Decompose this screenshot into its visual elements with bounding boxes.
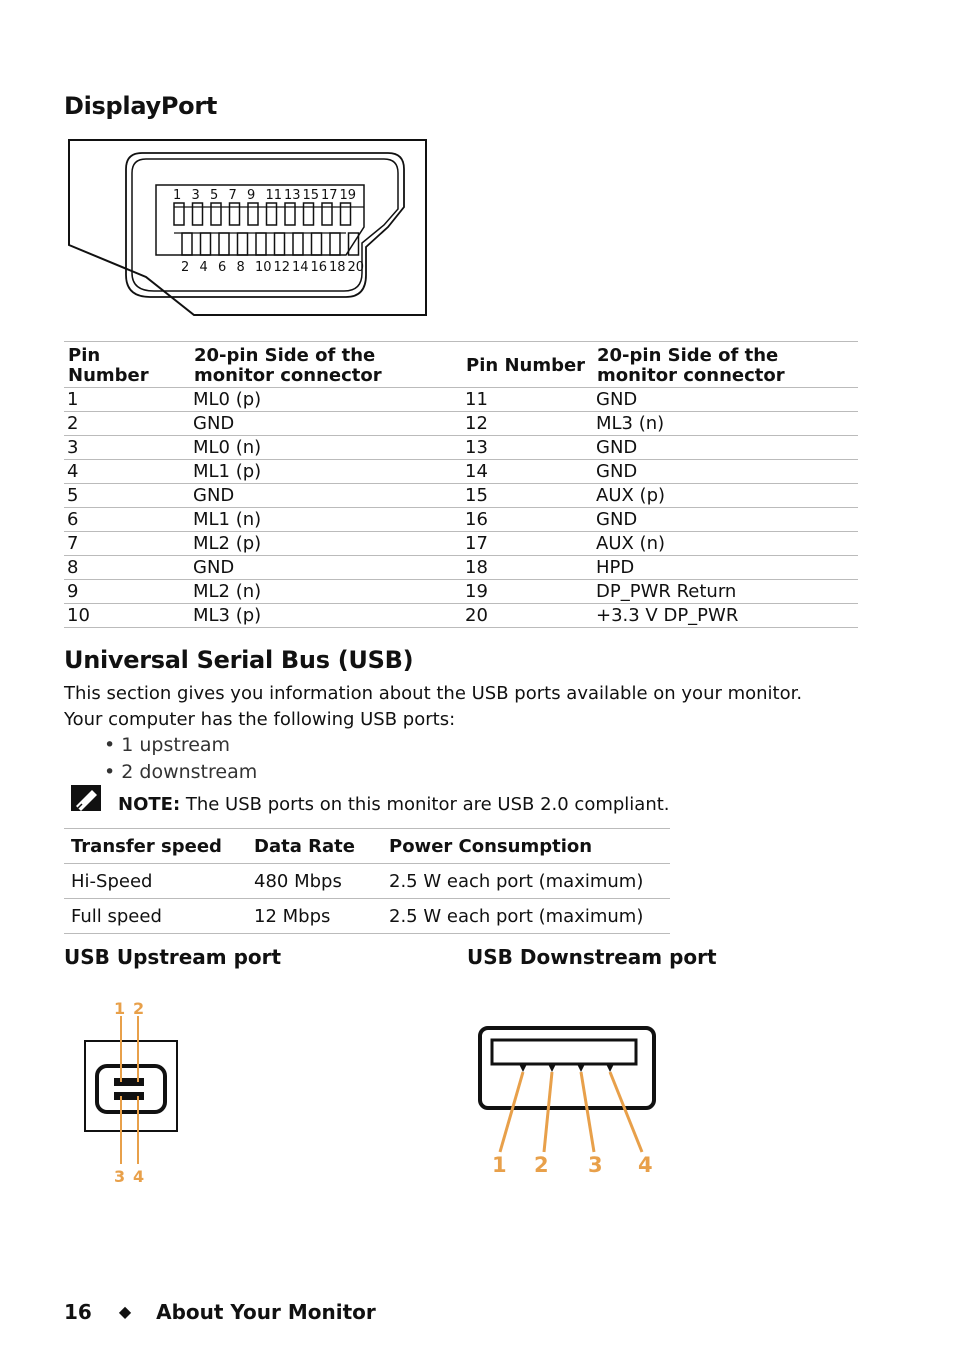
pin-number-cell: 11: [462, 388, 593, 412]
dp-pin-label: 13: [284, 188, 301, 203]
displayport-pin-table: [64, 341, 858, 628]
transfer-speed-cell: Full speed: [64, 899, 247, 934]
bullet-upstream: • 1 upstream: [104, 734, 231, 756]
dp-pin: [230, 203, 240, 225]
table-row: [64, 556, 858, 580]
dp-pin: [275, 233, 285, 255]
displayport-title: DisplayPort: [64, 92, 218, 120]
note-label: NOTE:: [118, 794, 181, 815]
usb-downstream-port-diagram: [476, 1024, 662, 1180]
signal-cell: GND: [190, 484, 462, 508]
signal-cell: GND: [593, 388, 858, 412]
transfer-speed-cell: Hi-Speed: [64, 864, 247, 899]
pin-number-cell: 1: [64, 388, 190, 412]
signal-header: 20-pin Side of the monitor connector: [190, 342, 462, 388]
dp-pin-label: 17: [321, 188, 338, 203]
dp-pin-label: 7: [228, 188, 237, 203]
usb-title: Universal Serial Bus (USB): [64, 646, 414, 674]
dp-pin-label: 1: [173, 188, 182, 203]
usb-note: [118, 792, 670, 818]
pin-number-header: Pin Number: [64, 342, 190, 388]
pin-number-cell: 6: [64, 508, 190, 532]
dp-pin: [248, 203, 258, 225]
bullet-downstream: • 2 downstream: [104, 761, 258, 783]
footer-section-title: About Your Monitor: [156, 1300, 376, 1324]
transfer-speed-header: Transfer speed: [64, 829, 247, 864]
table-row: [64, 436, 858, 460]
downstream-pin-3-label: 3: [588, 1153, 603, 1177]
table-row: [64, 899, 670, 934]
data-rate-cell: 480 Mbps: [247, 864, 382, 899]
pin-number-cell: 17: [462, 532, 593, 556]
dp-pin: [330, 233, 340, 255]
upstream-pin-1-label: 1: [114, 999, 126, 1018]
dp-pin: [312, 233, 322, 255]
table-row: [64, 508, 858, 532]
displayport-connector-diagram: [66, 137, 430, 319]
power-consumption-cell: 2.5 W each port (maximum): [382, 899, 670, 934]
dp-pin: [211, 203, 221, 225]
dp-pin-label: 5: [210, 188, 219, 203]
pin-number-cell: 5: [64, 484, 190, 508]
signal-cell: GND: [190, 412, 462, 436]
power-consumption-cell: 2.5 W each port (maximum): [382, 864, 670, 899]
pin-number-cell: 12: [462, 412, 593, 436]
dp-pin: [238, 233, 248, 255]
pin-number-cell: 19: [462, 580, 593, 604]
signal-cell: DP_PWR Return: [593, 580, 858, 604]
table-row: [64, 388, 858, 412]
dp-pin-label: 14: [292, 260, 309, 275]
table-row: [64, 460, 858, 484]
downstream-pin-4-label: 4: [638, 1153, 653, 1177]
dp-pin-label: 19: [339, 188, 357, 203]
pin-number-cell: 13: [462, 436, 593, 460]
signal-header: 20-pin Side of the monitor connector: [593, 342, 858, 388]
dp-pin-label: 4: [199, 260, 208, 275]
note-pencil-icon: [70, 784, 104, 814]
dp-pin-label: 8: [236, 260, 245, 275]
signal-cell: ML1 (n): [190, 508, 462, 532]
dp-pin: [201, 233, 211, 255]
page-footer: [64, 1300, 376, 1324]
usb-intro-line-2: Your computer has the following USB ports:: [64, 709, 456, 730]
dp-pin-label: 12: [273, 260, 291, 275]
signal-cell: ML3 (p): [190, 604, 462, 628]
page-number: 16: [64, 1300, 92, 1324]
signal-cell: HPD: [593, 556, 858, 580]
signal-cell: ML0 (n): [190, 436, 462, 460]
signal-cell: GND: [593, 508, 858, 532]
dp-pin: [341, 203, 351, 225]
dp-pin-label: 3: [191, 188, 200, 203]
signal-cell: AUX (n): [593, 532, 858, 556]
usb-speed-table: [64, 828, 670, 934]
signal-cell: ML1 (p): [190, 460, 462, 484]
signal-cell: GND: [593, 436, 858, 460]
dp-pin: [219, 233, 229, 255]
power-consumption-header: Power Consumption: [382, 829, 670, 864]
dp-pin-label: 10: [255, 260, 272, 275]
pin-number-cell: 7: [64, 532, 190, 556]
usb-downstream-title: USB Downstream port: [467, 945, 717, 969]
signal-cell: ML3 (n): [593, 412, 858, 436]
footer-diamond-icon: ◆: [118, 1302, 132, 1321]
pin-number-cell: 20: [462, 604, 593, 628]
dp-pin-label: 2: [181, 260, 190, 275]
table-row: [64, 580, 858, 604]
pin-number-cell: 15: [462, 484, 593, 508]
table-row: [64, 532, 858, 556]
pin-number-cell: 18: [462, 556, 593, 580]
dp-pin: [304, 203, 314, 225]
dp-pin-label: 11: [265, 188, 283, 203]
bullet-downstream-text: 2 downstream: [121, 761, 258, 783]
pin-number-cell: 9: [64, 580, 190, 604]
dp-pin: [174, 203, 184, 225]
dp-pin: [322, 203, 332, 225]
signal-cell: +3.3 V DP_PWR: [593, 604, 858, 628]
downstream-pin-2-label: 2: [534, 1153, 549, 1177]
note-text: The USB ports on this monitor are USB 2.0 compliant.: [180, 794, 670, 815]
dp-pin: [267, 203, 277, 225]
pin-number-cell: 2: [64, 412, 190, 436]
dp-pin-label: 18: [329, 260, 346, 275]
table-row: [64, 412, 858, 436]
usb-upstream-port-diagram: [80, 996, 184, 1188]
dp-pin-label: 20: [347, 260, 365, 275]
upstream-pin-2-label: 2: [133, 999, 145, 1018]
table-row: [64, 604, 858, 628]
dp-pin: [256, 233, 266, 255]
dp-pin-label: 6: [218, 260, 227, 275]
dp-pin: [182, 233, 192, 255]
bullet-upstream-text: 1 upstream: [121, 734, 231, 756]
signal-cell: ML0 (p): [190, 388, 462, 412]
dp-pin-label: 15: [302, 188, 320, 203]
data-rate-header: Data Rate: [247, 829, 382, 864]
pin-number-cell: 16: [462, 508, 593, 532]
signal-cell: GND: [593, 460, 858, 484]
upstream-pin-3-label: 3: [114, 1167, 126, 1186]
pin-number-header: Pin Number: [462, 342, 593, 388]
signal-cell: ML2 (p): [190, 532, 462, 556]
downstream-pin-1-label: 1: [492, 1153, 507, 1177]
dp-pin: [293, 233, 303, 255]
signal-cell: GND: [190, 556, 462, 580]
pin-number-cell: 8: [64, 556, 190, 580]
table-row: [64, 864, 670, 899]
data-rate-cell: 12 Mbps: [247, 899, 382, 934]
dp-pin: [285, 203, 295, 225]
dp-pin: [193, 203, 203, 225]
usb-intro-line-1: This section gives you information about the USB ports available on your monitor.: [64, 683, 803, 704]
usb-upstream-title: USB Upstream port: [64, 945, 282, 969]
dp-pin-label: 9: [247, 188, 256, 203]
pin-number-cell: 10: [64, 604, 190, 628]
signal-cell: ML2 (n): [190, 580, 462, 604]
pin-number-cell: 3: [64, 436, 190, 460]
upstream-pin-4-label: 4: [133, 1167, 145, 1186]
pin-number-cell: 14: [462, 460, 593, 484]
dp-pin-label: 16: [310, 260, 328, 275]
table-row: [64, 484, 858, 508]
signal-cell: AUX (p): [593, 484, 858, 508]
pin-number-cell: 4: [64, 460, 190, 484]
